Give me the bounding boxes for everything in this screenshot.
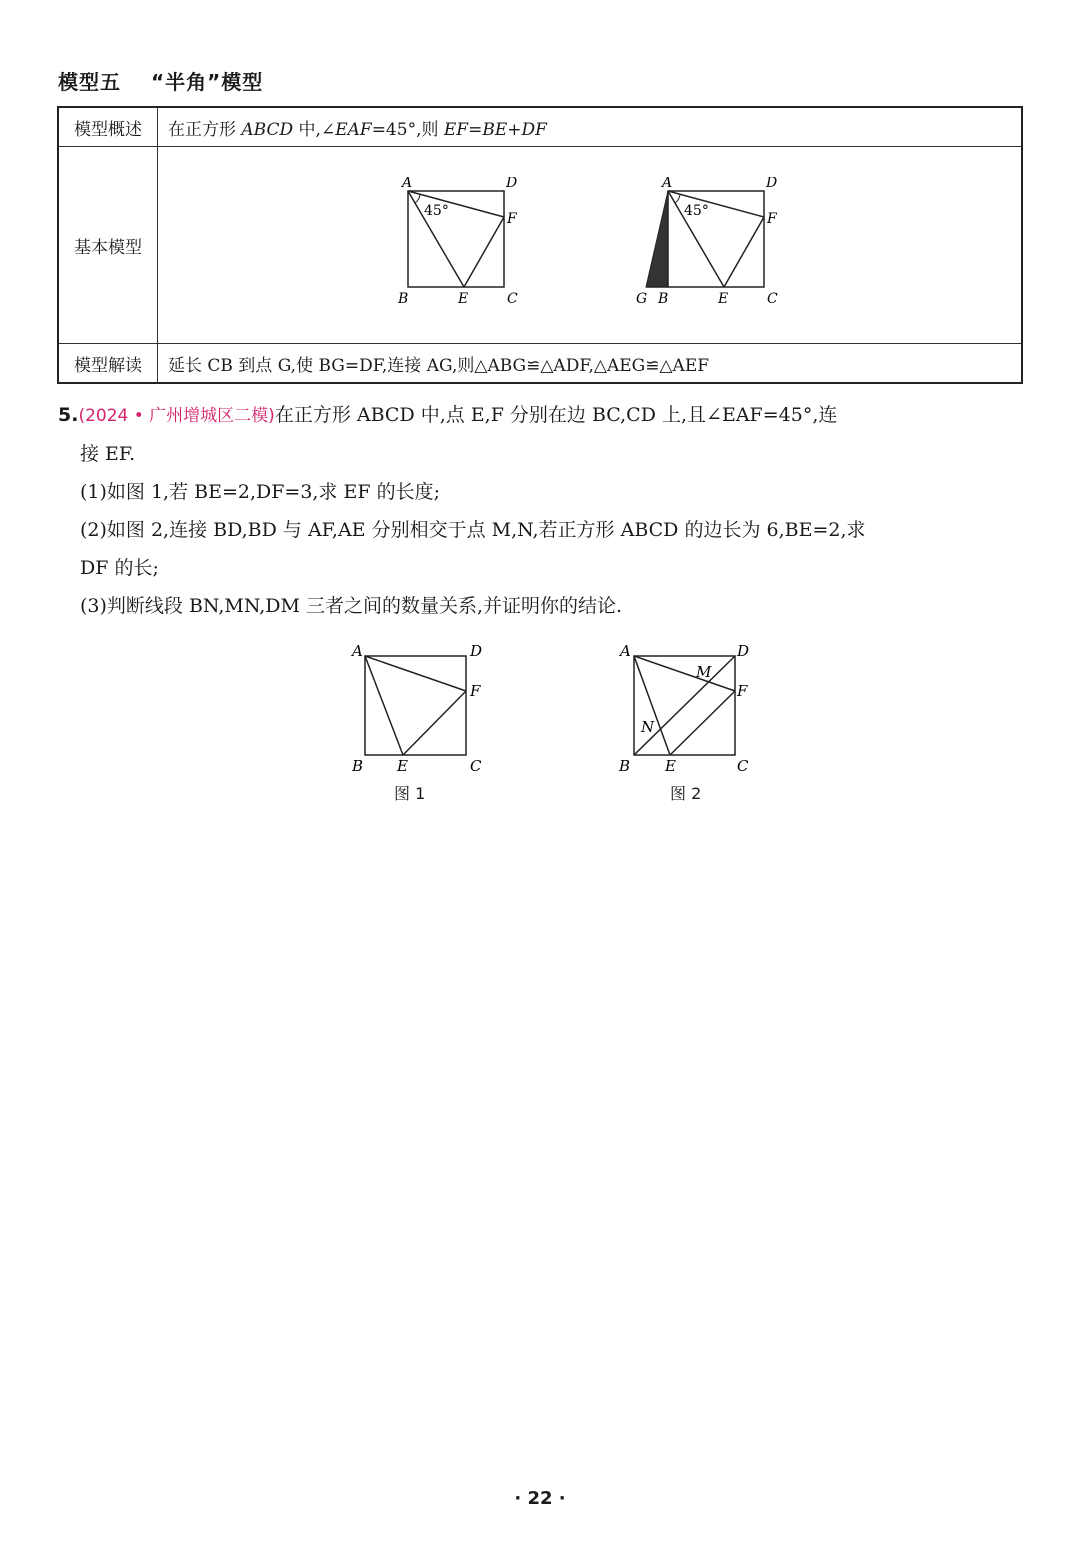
row-text-interpretation: 延长 CB 到点 G,使 BG=DF,连接 AG,则△ABG≌△ADF,△AEG≌△AEF bbox=[158, 344, 1023, 384]
row-diagrams bbox=[158, 147, 1023, 344]
page-number: · 22 · bbox=[514, 1488, 566, 1509]
d2-label-G: G bbox=[636, 291, 648, 307]
d1-label-B: B bbox=[398, 291, 409, 307]
f1-label-E: E bbox=[397, 757, 408, 775]
d1-label-C: C bbox=[507, 291, 518, 307]
row-text-overview: 在正方形 ABCD 中,∠EAF=45°,则 EF=BE+DF bbox=[158, 107, 1023, 147]
d1-label-F: F bbox=[507, 211, 517, 227]
d2-label-F: F bbox=[767, 211, 777, 227]
d1-label-A: A bbox=[402, 177, 413, 191]
row-label-overview: 模型概述 bbox=[58, 107, 158, 147]
figure-2 bbox=[614, 640, 784, 780]
d1-label-E: E bbox=[458, 291, 469, 307]
table-row-overview bbox=[58, 107, 1022, 147]
f2-label-C: C bbox=[737, 757, 749, 775]
f1-label-D: D bbox=[470, 642, 483, 660]
f2-label-N: N bbox=[641, 718, 655, 736]
question-3: (3)判断线段 BN,MN,DM 三者之间的数量关系,并证明你的结论. bbox=[80, 595, 623, 617]
model-diagram-1 bbox=[390, 177, 550, 317]
figure-2-caption: 图 2 bbox=[670, 784, 702, 803]
model-diagram-2 bbox=[628, 177, 808, 317]
question-1: (1)如图 1,若 BE=2,DF=3,求 EF 的长度; bbox=[80, 481, 440, 503]
row-label-interpretation: 模型解读 bbox=[58, 344, 158, 384]
question-2-line2: DF 的长; bbox=[80, 557, 159, 579]
f2-label-M: M bbox=[696, 663, 712, 681]
section-number: 模型五 bbox=[58, 70, 121, 94]
d2-label-D: D bbox=[766, 177, 778, 191]
d2-angle-label: 45° bbox=[684, 203, 709, 219]
figure-1-caption: 图 1 bbox=[394, 784, 426, 803]
d1-angle-label: 45° bbox=[424, 203, 449, 219]
section-name: “半角”模型 bbox=[150, 70, 264, 94]
f2-label-F: F bbox=[737, 682, 748, 700]
f2-label-B: B bbox=[619, 757, 631, 775]
f1-label-A: A bbox=[352, 642, 363, 660]
model-table bbox=[57, 106, 1023, 384]
f1-label-F: F bbox=[470, 682, 481, 700]
figure-1 bbox=[345, 640, 505, 780]
f1-label-B: B bbox=[352, 757, 364, 775]
table-row-interpretation bbox=[58, 344, 1022, 384]
d2-label-B: B bbox=[658, 291, 669, 307]
d2-label-C: C bbox=[767, 291, 778, 307]
d2-label-E: E bbox=[718, 291, 729, 307]
row-label-basic-model: 基本模型 bbox=[58, 147, 158, 344]
f2-label-E: E bbox=[665, 757, 676, 775]
f1-label-C: C bbox=[470, 757, 482, 775]
problem-stem-line2: 接 EF. bbox=[80, 443, 136, 465]
d1-label-D: D bbox=[506, 177, 518, 191]
problem-5 bbox=[58, 396, 1028, 625]
question-2-line1: (2)如图 2,连接 BD,BD 与 AF,AE 分别相交于点 M,N,若正方形 ABCD 的边长为 6,BE=2,求 bbox=[80, 519, 866, 541]
problem-source: (2024 • 广州增城区二模) bbox=[78, 406, 275, 426]
problem-stem-line1: 5.(2024 • 广州增城区二模)在正方形 ABCD 中,点 E,F 分别在边 BC,CD 上,且∠EAF=45°,连 bbox=[58, 404, 838, 426]
f2-label-D: D bbox=[737, 642, 750, 660]
d2-label-A: A bbox=[662, 177, 673, 191]
f2-label-A: A bbox=[620, 642, 631, 660]
section-title bbox=[58, 66, 263, 95]
table-row-basic-model bbox=[58, 147, 1022, 344]
